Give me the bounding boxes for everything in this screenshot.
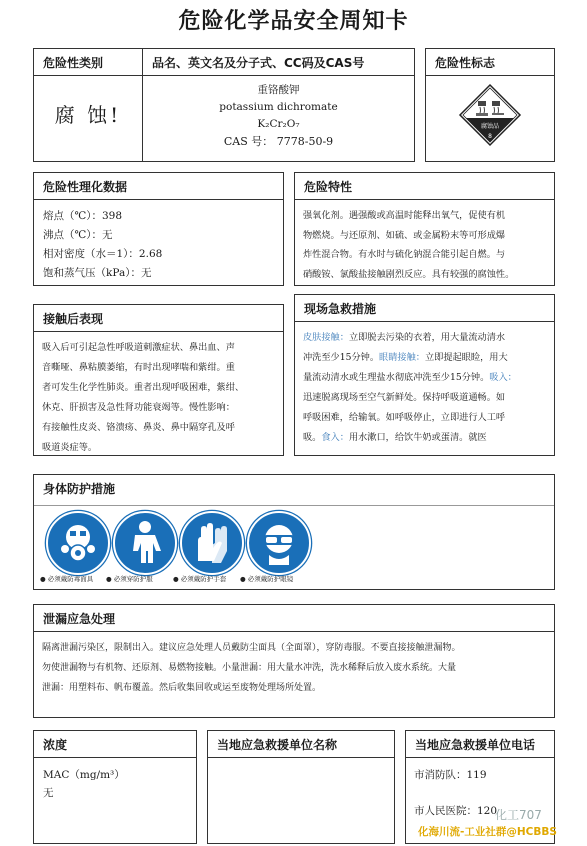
cas-number: CAS 号： 7778-50-9	[223, 135, 334, 148]
leak-line: 泄漏：用塑料布、帆布覆盖。然后收集回收或运至废物处理场所处置。	[42, 683, 322, 693]
goggles-icon	[247, 511, 311, 575]
first-aid-line	[303, 348, 517, 368]
exposure-line: 休克、肝损害及急性肾功能衰竭等。慢性影响：	[42, 402, 235, 413]
fire-phone: 市消防队：119	[414, 769, 487, 781]
hazard-props-line: 强氧化剂。遇强酸或高温时能释出氧气，促使有机	[303, 210, 506, 221]
first-aid-text: 吸。	[303, 432, 322, 443]
en-name: potassium dichromate	[219, 101, 338, 113]
formula: K₂Cr₂O₇	[257, 118, 300, 130]
leak-line: 勿使泄漏物与有机物、还原剂、易燃物接触。小量泄漏：用大量水冲洗，洗水稀释后放入废水系统。大量	[42, 663, 457, 673]
first-aid-text: 用水漱口，给饮牛奶或蛋清。就医	[348, 432, 487, 443]
hazard-props-header: 危险特性	[295, 173, 554, 200]
exposure-line: 有接触性皮炎、铬溃疡、鼻炎、鼻中隔穿孔及呼	[42, 422, 235, 433]
watermark-logo: 化工707	[495, 808, 542, 822]
protection-caption: ● 必须穿防护服	[106, 575, 153, 583]
exposure-box	[33, 304, 284, 456]
first-aid-line	[303, 328, 517, 348]
exposure-line: 者可发生化学性肺炎。重者出现呼吸困难，紫绀、	[42, 382, 245, 393]
mac-label: MAC（mg/m³）	[43, 769, 125, 781]
hazard-category-box	[33, 48, 143, 162]
exposure-line: 音嘶哑、鼻粘膜萎缩，有时出现哮喘和紫绀。重	[42, 362, 235, 373]
leak-box	[33, 604, 555, 718]
name-header: 品名、英文名及分子式、CC码及CAS号	[143, 49, 414, 76]
caption-text: 必须戴防护手套	[180, 575, 227, 583]
exposure-line: 吸入后可引起急性呼吸道刺激症状、鼻出血、声	[42, 342, 235, 353]
physchem-line: 沸点（℃）：无	[43, 229, 113, 241]
first-aid-line: 呼吸困难，给输氧。如呼吸停止，立即进行人工呼	[303, 412, 506, 423]
caption-text: 必须戴防毒面具	[47, 575, 94, 583]
hazard-mark-box	[425, 48, 555, 162]
concentration-header: 浓度	[34, 731, 196, 758]
hazard-category-header: 危险性类别	[34, 49, 142, 76]
physchem-line: 饱和蒸气压（kPa）：无	[43, 267, 152, 279]
physchem-header: 危险性理化数据	[34, 173, 283, 200]
first-aid-text: 立即脱去污染的衣着，用大量流动清水	[348, 332, 506, 343]
name-box	[142, 48, 415, 162]
physchem-line: 熔点（℃）：398	[43, 210, 123, 222]
caption-text: 必须穿防护服	[113, 575, 153, 583]
protective-suit-icon	[113, 511, 177, 575]
hazard-props-line: 硝酸铵、氯酸盐接触剧烈反应。具有较强的腐蚀性。	[303, 268, 515, 280]
protection-caption: ● 必须戴防毒面具	[40, 575, 94, 583]
sign-label: 腐蚀品	[480, 123, 500, 130]
local-unit-header: 当地应急救援单位名称	[208, 731, 394, 758]
watermark-text: 化海川流-工业社群@HCBBS	[418, 826, 557, 838]
hazard-props-box	[294, 172, 555, 286]
physchem-box	[33, 172, 284, 286]
mac-value: 无	[43, 787, 54, 799]
first-aid-box	[294, 294, 555, 456]
first-aid-line	[303, 368, 517, 388]
sign-number: 8	[488, 133, 492, 140]
caption-text: 必须戴防护眼镜	[247, 575, 294, 583]
hazard-category-value: 腐 蚀!	[54, 103, 122, 127]
first-aid-line	[303, 428, 517, 448]
first-aid-text: 冲洗至少15分钟。	[303, 352, 380, 363]
leak-header: 泄漏应急处理	[34, 605, 554, 632]
first-aid-header: 现场急救措施	[295, 295, 554, 322]
hazard-props-line: 炸性混合物。有水时与硫化钠混合能引起自燃。与	[303, 249, 506, 260]
hospital-phone: 市人民医院：120	[414, 805, 498, 817]
gas-mask-icon	[46, 511, 110, 575]
skin-contact-label: 皮肤接触：	[303, 332, 349, 343]
first-aid-text: 量流动清水或生理盐水彻底冲洗至少15分钟。	[303, 372, 490, 383]
hazard-mark-header: 危险性标志	[426, 49, 554, 76]
page-title: 危险化学品安全周知卡	[178, 9, 409, 34]
phone-header: 当地应急救援单位电话	[406, 731, 554, 758]
exposure-header: 接触后表现	[34, 305, 283, 332]
first-aid-line: 迅速脱离现场至空气新鲜处。保持呼吸道通畅。如	[303, 392, 506, 403]
cn-name: 重铬酸钾	[257, 84, 300, 96]
ingestion-label: 食入：	[321, 432, 349, 443]
gloves-icon	[180, 511, 244, 575]
corrosive-sign-icon	[458, 83, 522, 147]
hazard-props-line: 物燃烧。与还原剂、如硫、或金属粉末等可形成爆	[303, 229, 506, 241]
protection-caption: ● 必须戴防护眼镜	[240, 575, 294, 583]
rule-line	[34, 505, 554, 506]
first-aid-text: 立即提起眼睑，用大	[424, 352, 508, 363]
protection-header: 身体防护措施	[43, 482, 116, 496]
local-unit-box	[207, 730, 395, 844]
leak-line: 隔离泄漏污染区，限制出入。建议应急处理人员戴防尘面具（全面罩），穿防毒服。不要直接接触泄漏物。	[42, 643, 461, 653]
concentration-box	[33, 730, 197, 844]
protection-caption: ● 必须戴防护手套	[173, 575, 227, 583]
protection-box	[33, 474, 555, 590]
exposure-line: 吸道炎症等。	[42, 442, 98, 453]
physchem-line: 相对密度（水＝1）：2.68	[43, 248, 163, 260]
eye-contact-label: 眼睛接触：	[379, 352, 425, 363]
inhalation-label: 吸入：	[489, 372, 517, 383]
